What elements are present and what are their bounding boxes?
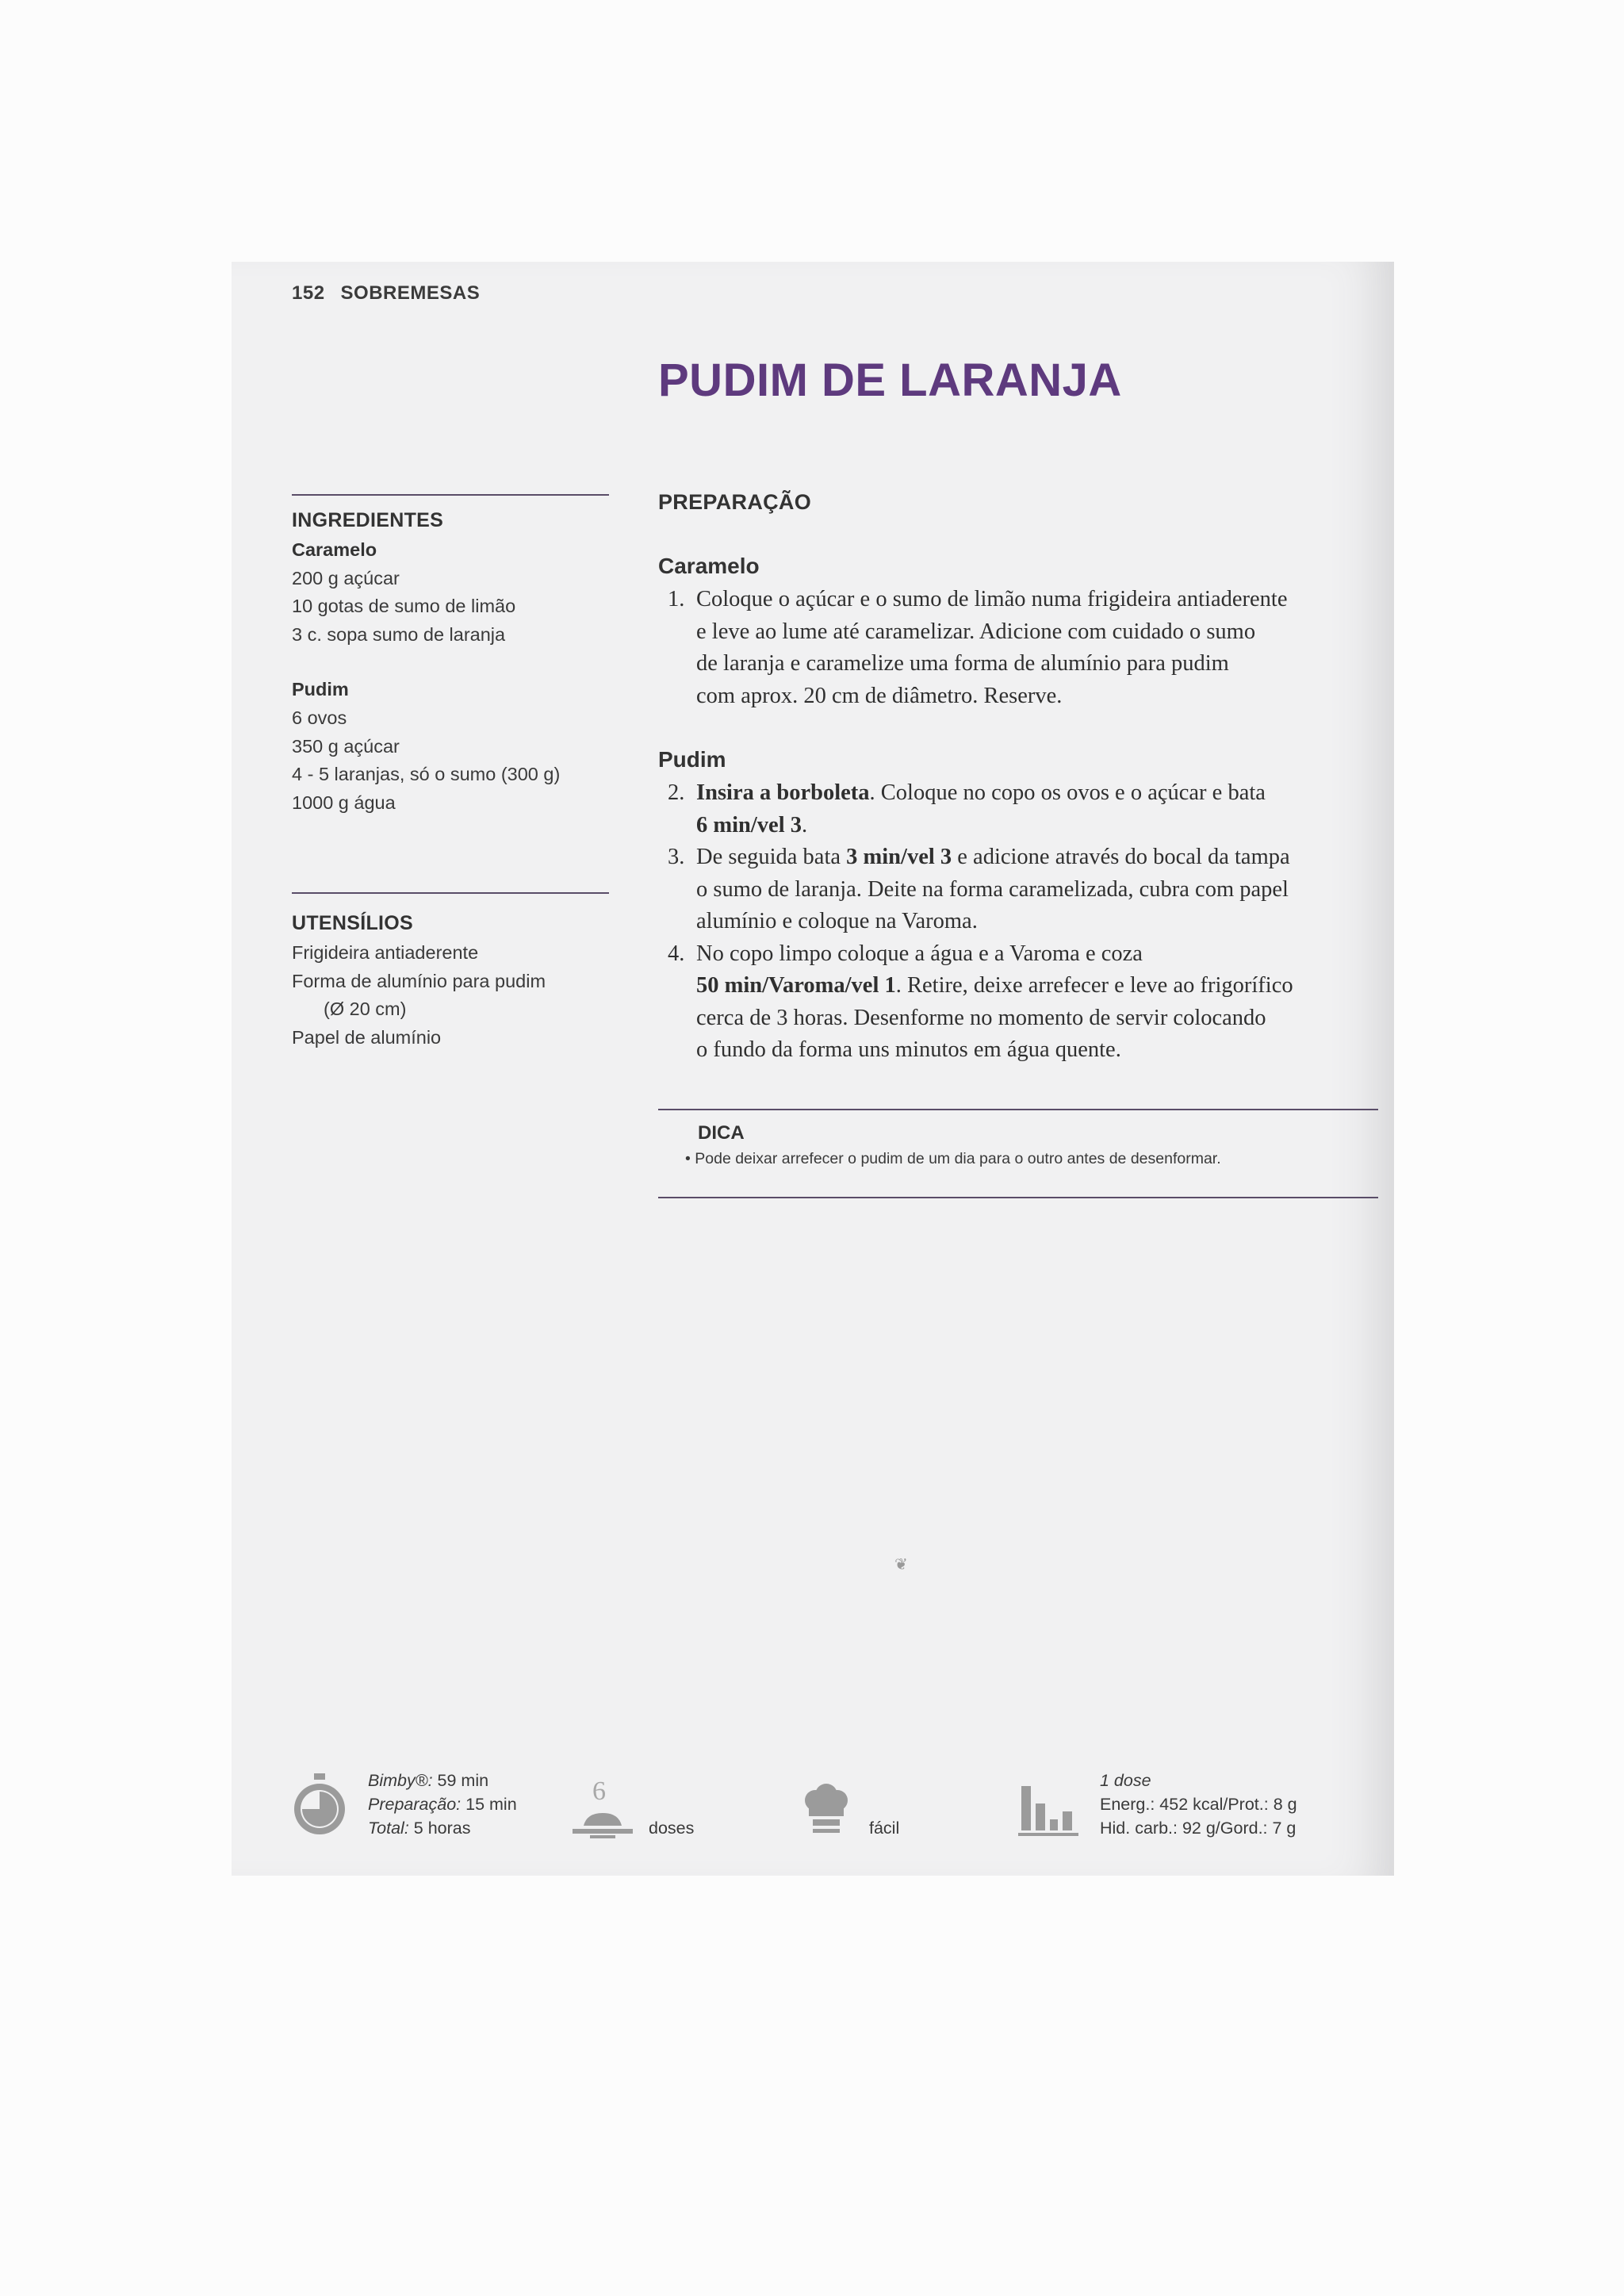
pudim-step-heading: Pudim [658,747,726,772]
step-2 [668,777,1350,841]
tip-heading: DICA [698,1122,745,1144]
tip-divider-top [658,1109,1378,1110]
chef-hat-icon [802,1783,850,1838]
section-name: SOBREMESAS [340,282,481,304]
step-text: De seguida bata [696,845,847,869]
ingredients-list [292,536,560,817]
nutrition-chart-icon [1018,1783,1080,1838]
recipe-page [232,262,1394,1876]
nutrition-line: Hid. carb.: 92 g/Gord.: 7 g [1100,1819,1297,1838]
utensil-item: Forma de alumínio para pudim [292,970,546,991]
step-text: . Retire, deixe arrefecer e leve ao frigorífico [895,973,1293,998]
step-line: o sumo de laranja. Deite na forma caramelizada, cubra com papel [696,876,1289,902]
step-1 [668,584,1350,712]
pudim-subheading: Pudim [292,679,349,700]
pudim-steps [668,777,1350,1067]
bimby-value: 59 min [432,1771,489,1790]
recipe-footer [232,1769,1394,1856]
step-bold: 3 min/vel 3 [846,845,952,869]
prep-value: 15 min [461,1795,517,1814]
step-text: . Coloque no copo os ovos e o açúcar e bata [869,780,1266,805]
utensil-item: Frigideira antiaderente [292,942,479,963]
nutrition-info [1100,1769,1297,1840]
step-text: e adicione através do bocal da tampa [952,845,1290,869]
ingredient-item: 200 g açúcar [292,567,400,588]
total-value: 5 horas [408,1819,471,1838]
doses-label: doses [649,1819,695,1838]
step-4 [668,938,1350,1067]
page-number: 152 [292,282,325,304]
page-header [292,282,480,305]
recipe-title: PUDIM DE LARANJA [658,355,1122,406]
ingredients-heading: INGREDIENTES [292,509,444,531]
utensils-divider [292,892,609,894]
step-number: 4. [668,941,685,966]
step-line: o fundo da forma uns minutos em água quente. [696,1037,1121,1062]
step-number: 3. [668,845,685,869]
plate-icon [571,1807,634,1840]
ingredients-divider [292,494,609,496]
page-smudge: ❦ [894,1556,908,1573]
caramelo-step-heading: Caramelo [658,554,760,578]
doses-number: 6 [592,1777,606,1806]
step-line: alumínio e coloque na Varoma. [696,909,978,933]
total-label: Total: [368,1819,409,1838]
tip-divider-bottom [658,1197,1378,1198]
timer-icon [292,1773,347,1837]
ingredient-item: 350 g açúcar [292,735,400,757]
utensils-heading: UTENSÍLIOS [292,912,414,934]
utensils-list [292,939,546,1052]
step-3 [668,841,1350,938]
step-line: com aprox. 20 cm de diâmetro. Reserve. [696,683,1063,708]
time-info [368,1769,517,1840]
step-bold: 6 min/vel 3 [696,812,802,838]
difficulty-label: fácil [869,1819,900,1838]
step-line: Coloque o açúcar e o sumo de limão numa frigideira antiaderente [696,587,1288,611]
bimby-label: Bimby®: [368,1771,433,1790]
step-line: cerca de 3 horas. Desenforme no momento de servir colocando [696,1005,1266,1030]
ingredient-item: 10 gotas de sumo de limão [292,596,516,617]
step-line: No copo limpo coloque a água e a Varoma e coza [696,941,1143,966]
preparation-heading: PREPARAÇÃO [658,490,812,514]
step-text: . [802,812,808,838]
ingredient-item: 3 c. sopa sumo de laranja [292,623,506,645]
caramelo-subheading: Caramelo [292,539,377,560]
step-number: 2. [668,780,685,805]
nutrition-line: Energ.: 452 kcal/Prot.: 8 g [1100,1795,1297,1814]
caramelo-steps [668,584,1350,712]
step-bold: Insira a borboleta [696,780,870,805]
ingredient-item: 6 ovos [292,707,347,728]
utensil-item: Papel de alumínio [292,1026,442,1048]
tip-text: • Pode deixar arrefecer o pudim de um dia para o outro antes de desenformar. [685,1150,1221,1167]
utensil-item: (Ø 20 cm) [324,999,407,1020]
ingredient-item: 4 - 5 laranjas, só o sumo (300 g) [292,764,561,785]
prep-label: Preparação: [368,1795,462,1814]
ingredient-item: 1000 g água [292,792,396,813]
step-bold: 50 min/Varoma/vel 1 [696,973,896,998]
step-line: e leve ao lume até caramelizar. Adicione com cuidado o sumo [696,619,1256,644]
nutrition-dose: 1 dose [1100,1771,1151,1790]
step-line: de laranja e caramelize uma forma de alumínio para pudim [696,651,1229,676]
step-number: 1. [668,587,685,611]
